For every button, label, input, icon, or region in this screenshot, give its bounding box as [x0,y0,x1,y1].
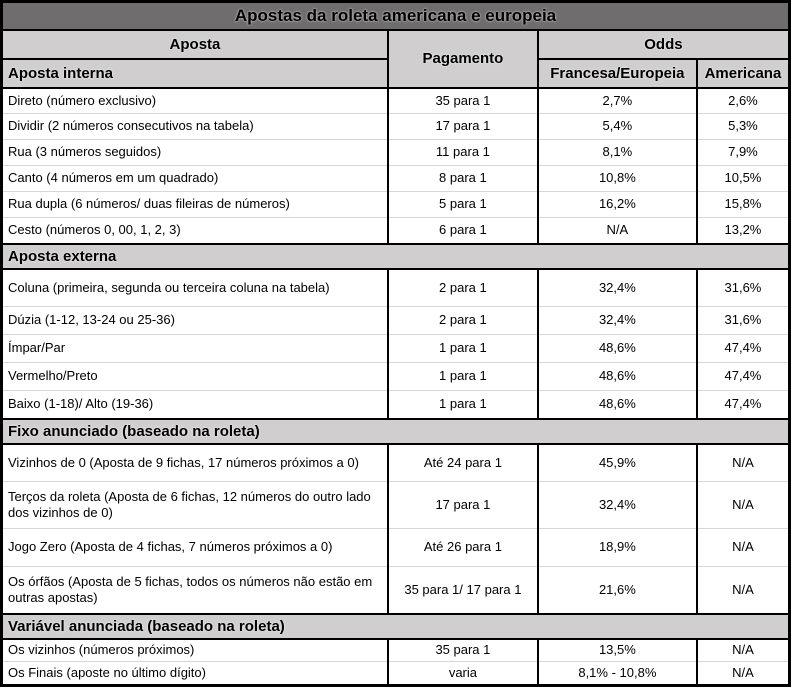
odds-french-cell: 16,2% [538,192,697,218]
section-band [2,244,790,269]
odds-american-cell: N/A [697,662,790,686]
bet-name-cell: Vermelho/Preto [2,363,388,391]
header-odds-francesa-europeia: Francesa/Europeia [538,59,697,88]
table-row [2,335,790,363]
title-row [2,2,790,30]
table-row [2,269,790,307]
header-odds: Odds [538,30,790,59]
section-header-aposta-externa: Aposta externa [2,244,790,269]
odds-american-cell: N/A [697,482,790,529]
table-row [2,444,790,482]
payout-cell: 5 para 1 [388,192,538,218]
table-row [2,391,790,419]
bet-name-cell: Dividir (2 números consecutivos na tabela) [2,114,388,140]
section-header-aposta-interna: Aposta interna [2,59,388,88]
odds-american-cell: 7,9% [697,140,790,166]
odds-french-cell: 5,4% [538,114,697,140]
bet-name-cell: Os órfãos (Aposta de 5 fichas, todos os números não estão em outras apostas) [2,567,388,614]
header-aposta: Aposta [2,30,388,59]
payout-cell: 35 para 1 [388,88,538,114]
odds-american-cell: 10,5% [697,166,790,192]
table-title: Apostas da roleta americana e europeia [2,2,790,30]
header-pagamento: Pagamento [388,30,538,88]
section-header-variavel-anunciada: Variável anunciada (baseado na roleta) [2,614,790,639]
table-row [2,140,790,166]
section-band [2,419,790,444]
payout-cell: 11 para 1 [388,140,538,166]
table-row [2,482,790,529]
odds-american-cell: 13,2% [697,218,790,244]
odds-french-cell: 48,6% [538,363,697,391]
odds-french-cell: 10,8% [538,166,697,192]
payout-cell: 35 para 1 [388,639,538,662]
table-row [2,192,790,218]
payout-cell: 8 para 1 [388,166,538,192]
odds-american-cell: N/A [697,444,790,482]
odds-american-cell: 5,3% [697,114,790,140]
bet-name-cell: Canto (4 números em um quadrado) [2,166,388,192]
table-row [2,529,790,567]
odds-french-cell: 2,7% [538,88,697,114]
odds-french-cell: 32,4% [538,482,697,529]
table-row [2,114,790,140]
odds-american-cell: N/A [697,567,790,614]
table-row [2,639,790,662]
odds-french-cell: 32,4% [538,307,697,335]
odds-american-cell: N/A [697,529,790,567]
table-row [2,363,790,391]
bet-name-cell: Os vizinhos (números próximos) [2,639,388,662]
odds-french-cell: 32,4% [538,269,697,307]
odds-french-cell: 45,9% [538,444,697,482]
bet-name-cell: Ímpar/Par [2,335,388,363]
odds-french-cell: N/A [538,218,697,244]
bet-name-cell: Vizinhos de 0 (Aposta de 9 fichas, 17 números próximos a 0) [2,444,388,482]
payout-cell: 1 para 1 [388,335,538,363]
bet-name-cell: Cesto (números 0, 00, 1, 2, 3) [2,218,388,244]
odds-american-cell: 47,4% [697,391,790,419]
bet-name-cell: Direto (número exclusivo) [2,88,388,114]
bet-name-cell: Dúzia (1-12, 13-24 ou 25-36) [2,307,388,335]
table-row [2,307,790,335]
table-row [2,662,790,686]
odds-french-cell: 13,5% [538,639,697,662]
header-odds-americana: Americana [697,59,790,88]
odds-french-cell: 48,6% [538,391,697,419]
payout-cell: 2 para 1 [388,269,538,307]
odds-american-cell: 31,6% [697,307,790,335]
odds-french-cell: 18,9% [538,529,697,567]
bet-name-cell: Jogo Zero (Aposta de 4 fichas, 7 números próximos a 0) [2,529,388,567]
payout-cell: 17 para 1 [388,114,538,140]
payout-cell: 1 para 1 [388,363,538,391]
payout-cell: 17 para 1 [388,482,538,529]
bet-name-cell: Rua dupla (6 números/ duas fileiras de números) [2,192,388,218]
odds-french-cell: 21,6% [538,567,697,614]
section-header-fixo-anunciado: Fixo anunciado (baseado na roleta) [2,419,790,444]
odds-french-cell: 8,1% [538,140,697,166]
odds-american-cell: 31,6% [697,269,790,307]
odds-american-cell: 2,6% [697,88,790,114]
odds-french-cell: 48,6% [538,335,697,363]
bet-name-cell: Terços da roleta (Aposta de 6 fichas, 12 números do outro lado dos vizinhos de 0) [2,482,388,529]
bet-name-cell: Rua (3 números seguidos) [2,140,388,166]
table-row [2,88,790,114]
table-row [2,218,790,244]
odds-american-cell: 47,4% [697,363,790,391]
table-row [2,166,790,192]
table-row [2,567,790,614]
header-row-top [2,30,790,59]
section-band [2,614,790,639]
payout-cell: 1 para 1 [388,391,538,419]
payout-cell: 6 para 1 [388,218,538,244]
bet-name-cell: Coluna (primeira, segunda ou terceira coluna na tabela) [2,269,388,307]
payout-cell: Até 26 para 1 [388,529,538,567]
odds-american-cell: 47,4% [697,335,790,363]
bet-name-cell: Baixo (1-18)/ Alto (19-36) [2,391,388,419]
odds-american-cell: 15,8% [697,192,790,218]
odds-american-cell: N/A [697,639,790,662]
payout-cell: 2 para 1 [388,307,538,335]
payout-cell: Até 24 para 1 [388,444,538,482]
payout-cell: varia [388,662,538,686]
odds-french-cell: 8,1% - 10,8% [538,662,697,686]
payout-cell: 35 para 1/ 17 para 1 [388,567,538,614]
bet-name-cell: Os Finais (aposte no último dígito) [2,662,388,686]
